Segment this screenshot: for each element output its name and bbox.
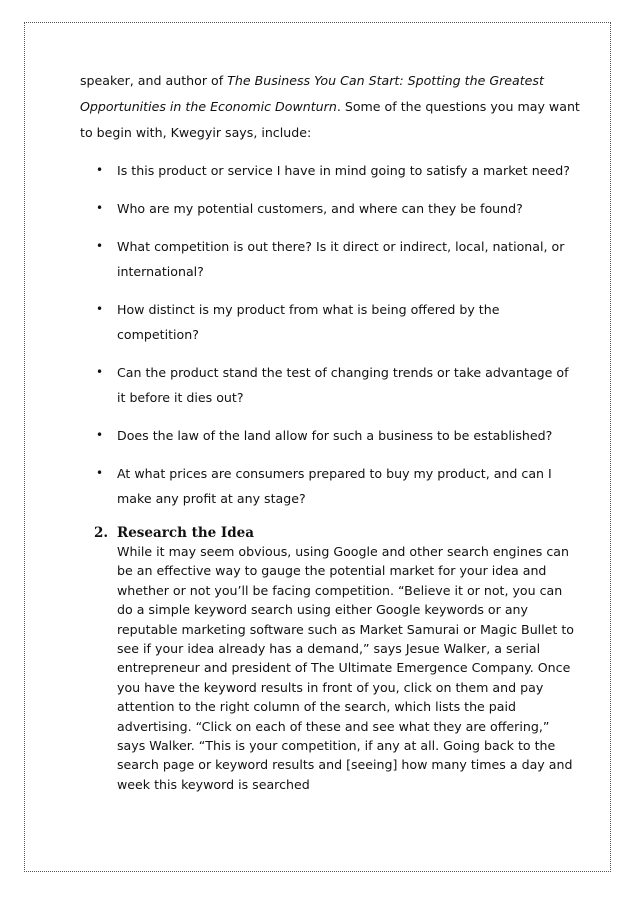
question-text: Does the law of the land allow for such a business to be established? <box>117 428 553 443</box>
list-item <box>80 423 580 448</box>
list-item <box>80 461 580 511</box>
section-number: 2. <box>94 525 109 541</box>
question-text: Is this product or service I have in mind going to satisfy a market need? <box>117 163 570 178</box>
bullet-icon: • <box>96 365 104 379</box>
list-item <box>80 360 580 410</box>
bullet-icon: • <box>96 239 104 253</box>
bullet-icon: • <box>96 302 104 316</box>
book-title: The Business You Can Start: Spotting the Greatest Opportunities in the Economic Downturn <box>80 73 544 114</box>
question-text: At what prices are consumers prepared to buy my product, and can I make any profit at any stage? <box>117 466 552 506</box>
intro-paragraph <box>80 68 580 146</box>
questions-list <box>80 158 580 511</box>
list-item <box>80 297 580 347</box>
bullet-icon: • <box>96 201 104 215</box>
bullet-icon: • <box>96 163 104 177</box>
section-heading <box>80 524 580 542</box>
section-research-idea <box>80 524 580 794</box>
list-item <box>80 234 580 284</box>
list-item <box>80 158 580 183</box>
question-text: What competition is out there? Is it direct or indirect, local, national, or international? <box>117 239 565 279</box>
section-body: While it may seem obvious, using Google and other search engines can be an effective way to gauge the potential market for your idea and whether or not you’ll be facing competition. “Believe it or not, you can do a simple keyword search using either Google keywords or any reputable marketing software such as Market Samurai or Magic Bullet to see if your idea already has a demand,” says Jesue Walker, a serial entrepreneur and president of The Ultimate Emergence Company. Once you have the keyword results in front of you, click on them and pay attention to the right column of the search, which lists the paid advertising. “Click on each of these and see what they are offering,” says Walker. “This is your competition, if any at all. Going back to the search page or keyword results and [seeing] how many times a day and week this keyword is searched <box>117 544 575 792</box>
list-item <box>80 196 580 221</box>
bullet-icon: • <box>96 466 104 480</box>
bullet-icon: • <box>96 428 104 442</box>
question-text: Who are my potential customers, and where can they be found? <box>117 201 523 216</box>
question-text: Can the product stand the test of changing trends or take advantage of it before it dies out? <box>117 365 569 405</box>
document-content <box>80 68 580 794</box>
intro-text-post: . Some of the questions you may want to begin with, Kwegyir says, include: <box>80 99 580 140</box>
question-text: How distinct is my product from what is being offered by the competition? <box>117 302 500 342</box>
intro-text-pre: speaker, and author of <box>80 73 228 88</box>
section-title: Research the Idea <box>117 525 255 541</box>
